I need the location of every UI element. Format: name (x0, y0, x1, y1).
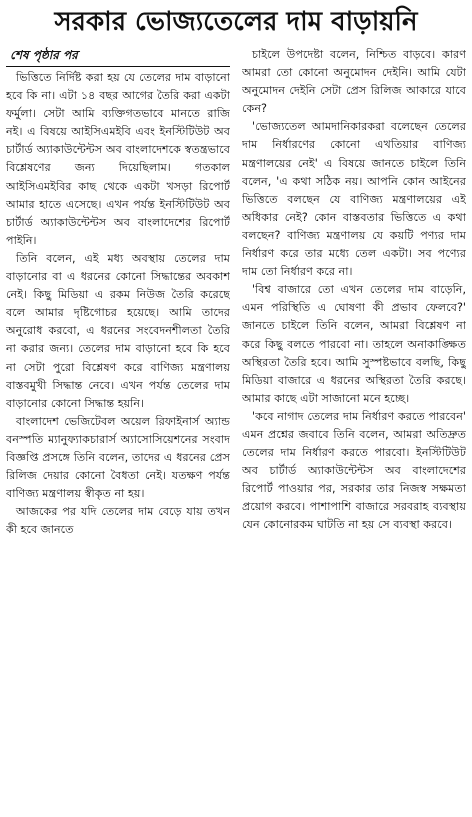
paragraph: আজকের পর যদি তেলের দাম বেড়ে যায় তখন কী হবে জানতে (6, 505, 230, 537)
paragraph: তিনি বলেন, এই মধ্য অবস্থায় তেলের দাম বাড়ানোর বা এ ধরনের কোনো সিদ্ধান্তের অবকাশ নেই। কিছু মিডিয়া এ রকম নিউজ তৈরি করেছে বলে আমার দৃষ্টিগোচর হয়েছে। আমি তাদের অনুরোধ করবো, এ ধরনের সংবেদনশীলতা তৈরি না করার জন্য। তেলের দাম বাড়ানো হবে কি হবে না সেটা পুরো বিশ্লেষণ করে বাণিজ্য মন্ত্রণালয় বাস্তবমুখী সিদ্ধান্ত নেবে। এখন পর্যন্ত তেলের দাম বাড়ানোর কোনো সিদ্ধান্ত হয়নি। (6, 251, 230, 410)
continued-from-label: শেষ পৃষ্ঠার পর (10, 48, 78, 62)
paragraph: চাইলে উপদেষ্টা বলেন, নিশ্চিত বাড়বে। কারণ আমরা তো কোনো অনুমোদন দেইনি। আমি যেটা অনুমোদন দেইনি সেটা প্রেস রিলিজ আকারে যাবে কেন? (242, 48, 466, 116)
paragraph: 'কবে নাগাদ তেলের দাম নির্ধারণ করতে পারবেন' এমন প্রশ্নের জবাবে তিনি বলেন, আমরা অতিদ্রুত তেলের দাম নির্ধারণ করতে পারবো। ইনস্টিটিউট অব চার্টার্ড অ্যাকাউন্টেন্টস অব বাংলাদেশের রিপোর্ট পাওয়ার পর, সরকার তার নিজস্ব সক্ষমতা প্রয়োগ করবে। পাশাপাশি বাজারে সরবরাহ ব্যবস্থায় যেন কোনোরকম ঘাটতি না হয় সে ব্যবস্থা করবে। (242, 409, 466, 532)
headline: সরকার ভোজ্যতেলের দাম বাড়ায়নি (54, 7, 418, 37)
paragraph: 'ভোজ্যতেল আমদানিকারকরা বলেছেন তেলের দাম নির্ধারণের কোনো এখতিয়ার বাণিজ্য মন্ত্রণালয়ের নেই' এ বিষয়ে জানতে চাইলে তিনি বলেন, 'এ কথা সঠিক নয়। আপনি কোন আইনের ভিত্তিতে বলছেন যে বাণিজ্য মন্ত্রণালয়ের এই অধিকার নেই? কোন বাস্তবতার ভিত্তিতে এ কথা বলছেন? বাণিজ্য মন্ত্রণালয় যে কয়টি পণ্যর দাম নির্ধারণ করে তার মধ্যে তেল একটা। সব পণ্যের দাম তো নির্ধারণ করে না। (242, 120, 466, 279)
left-column (6, 46, 230, 812)
paragraph: 'বিশ্ব বাজারে তো এখন তেলের দাম বাড়েনি, এমন পরিস্থিতি এ ঘোষণা কী প্রভাব ফেলবে?' জানতে চাইলে তিনি বলেন, আমরা বিশ্লেষণ না করে কিছু বলতে পারবো না। তাহলে অনাকাঙ্ক্ষিত অস্থিরতা তৈরি হবে। আমি সুস্পষ্টভাবে বলছি, কিছু মিডিয়া বাজারে এ ধরনের অস্থিরতা তৈরি করছে। আমার কাছে এটা সাজানো মনে হচ্ছে। (242, 283, 466, 405)
paragraph: বাংলাদেশ ভেজিটেবল অয়েল রিফাইনার্স অ্যান্ড বনস্পতি ম্যানুফ্যাকচারার্স অ্যাসোসিয়েশনের সংবাদ বিজ্ঞপ্তি প্রসঙ্গে তিনি বলেন, তাদের এ ধরনের প্রেস রিলিজ দেয়ার কোনো বৈধতা নেই। যতক্ষণ পর্যন্ত বাণিজ্য মন্ত্রণালয় স্বীকৃত না হয়। (6, 414, 230, 501)
article-body (6, 46, 466, 812)
divider (6, 66, 230, 67)
paragraph: ভিত্তিতে নির্দিষ্ট করা হয় যে তেলের দাম বাড়ানো হবে কি না। এটা ১৪ বছর আগের তৈরি করা একটা ফর্মুলা। সেটা আমি ব্যক্তিগতভাবে মানতে রাজি নই। এ বিষয়ে আইসিএমইবি এবং ইনস্টিটিউট অব চার্টার্ড অ্যাকাউন্টেন্টস অব বাংলাদেশকে স্বতন্ত্রভাবে বিশ্লেষণের জন্য দিয়েছিলাম। গতকাল আইসিএমইবির কাছ থেকে একটা খসড়া রিপোর্ট আমার হাতে এসেছে। এখন পর্যন্ত ইনস্টিটিউট অব চার্টার্ড অ্যাকাউন্টেন্টস অব বাংলাদেশের রিপোর্ট পাইনি। (6, 71, 230, 247)
right-column (242, 46, 466, 812)
